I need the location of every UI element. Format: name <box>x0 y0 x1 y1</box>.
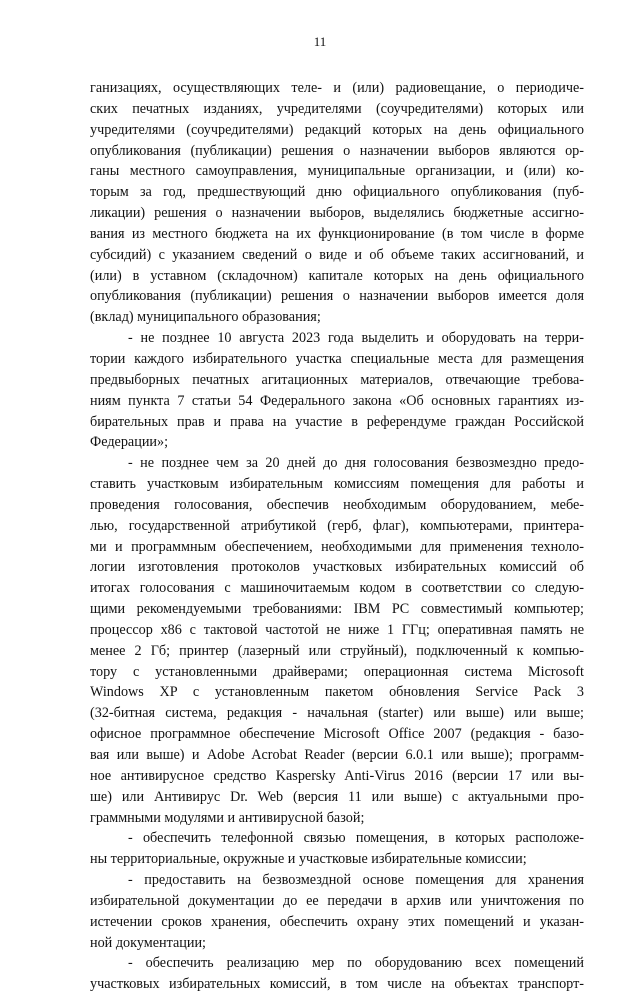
text-line: (32-битная система, редакция - начальная (starter) или выше) или выше; <box>90 705 584 722</box>
text-line: офисное программное обеспечение Microsoft Office 2007 (редакция - базо- <box>90 726 584 743</box>
text-line: ниям пункта 7 статьи 54 Федерального закона «Об основных гарантиях из- <box>90 392 584 409</box>
text-line: ной документации; <box>90 934 206 951</box>
text-line: опубликования (публикации) решения о назначении выборов имеется доля <box>90 288 584 305</box>
text-line: ских печатных изданиях, учредителями (соучредителями) которых или <box>90 100 584 117</box>
text-line: избирательной документации до ее передачи в архив или уничтожения по <box>90 892 584 909</box>
text-line: тории каждого избирательного участка специальные места для размещения <box>90 350 584 367</box>
text-line: - обеспечить реализацию мер по оборудованию всех помещений <box>128 955 584 972</box>
text-line: процессор x86 с тактовой частотой не ниже 1 ГГц; оперативная память не <box>90 621 584 638</box>
text-line: граммными модулями и антивирусной базой; <box>90 809 365 826</box>
text-line: (вклад) муниципального образования; <box>90 309 321 326</box>
text-line: вания из местного бюджета на их функционирование (в том числе в форме <box>90 225 584 242</box>
text-line: ганы местного самоуправления, муниципальные организации, и (или) ко- <box>90 163 584 180</box>
text-line: - не позднее 10 августа 2023 года выделить и оборудовать на терри- <box>128 330 584 347</box>
text-line: - не позднее чем за 20 дней до дня голосования безвозмездно предо- <box>128 455 584 472</box>
text-line: менее 2 Гб; принтер (лазерный или струйный), подключенный к компью- <box>90 642 584 659</box>
text-line: торым за год, предшествующий дню официального опубликования (пуб- <box>90 184 584 201</box>
text-line: опубликования (публикации) решения о назначении выборов являются ор- <box>90 142 584 159</box>
text-line: учредителями (соучредителями) редакций которых на день официального <box>90 121 584 138</box>
text-line: лью, государственной атрибутикой (герб, флаг), компьютерами, принтера- <box>90 517 584 534</box>
text-line: Федерации»; <box>90 434 169 451</box>
text-line: щими рекомендуемыми требованиями: IBM PC совместимый компьютер; <box>90 601 584 618</box>
text-line: бирательных прав и права на участие в референдуме граждан Российской <box>90 413 584 430</box>
text-line: итогах голосования с машиночитаемым кодом в соответствии со следую- <box>90 580 584 597</box>
text-line: вая или выше) и Adobe Acrobat Reader (версии 6.0.1 или выше); программ- <box>90 747 584 763</box>
text-line: ше) или Антивирус Dr. Web (версия 11 или выше) с актуальными про- <box>90 788 584 805</box>
text-line: ны территориальные, окружные и участковые избирательные комиссии; <box>90 851 527 868</box>
text-line: субсидий) с указанием сведений о виде и об объеме таких ассигнований, и <box>90 246 584 263</box>
page-number: 11 <box>313 34 327 49</box>
text-line: ликации) решения о назначении выборов, выделялись бюджетные ассигно- <box>90 205 584 222</box>
text-line: - предоставить на безвозмездной основе помещения для хранения <box>128 872 584 889</box>
document-body <box>90 78 584 995</box>
text-line: тору с установленными драйверами; операционная система Microsoft <box>90 663 584 680</box>
text-line: истечении сроков хранения, обеспечить охрану этих помещений и указан- <box>90 913 584 930</box>
text-line: ми и программным обеспечением, необходимыми для применения техноло- <box>90 538 584 555</box>
text-line: предвыборных печатных агитационных материалов, отвечающие требова- <box>90 371 584 388</box>
text-line: (или) в уставном (складочном) капитале которых на день официального <box>90 267 584 284</box>
text-line: Windows XP с установленным пакетом обновления Service Pack 3 <box>90 684 584 701</box>
text-line: проведения голосования, обеспечив необходимым оборудованием, мебе- <box>90 496 584 513</box>
text-line: ное антивирусное средство Kaspersky Anti-Virus 2016 (версии 17 или вы- <box>90 767 584 784</box>
text-line: участковых избирательных комиссий, в том числе на объектах транспорт- <box>90 976 584 993</box>
text-line: ставить участковым избирательным комиссиям помещения для работы и <box>90 476 584 493</box>
text-line: - обеспечить телефонной связью помещения, в которых расположе- <box>128 830 584 847</box>
text-line: ганизациях, осуществляющих теле- и (или) радиовещание, о периодиче- <box>90 80 584 96</box>
text-line: логии изготовления протоколов участковых избирательных комиссий об <box>90 559 584 576</box>
